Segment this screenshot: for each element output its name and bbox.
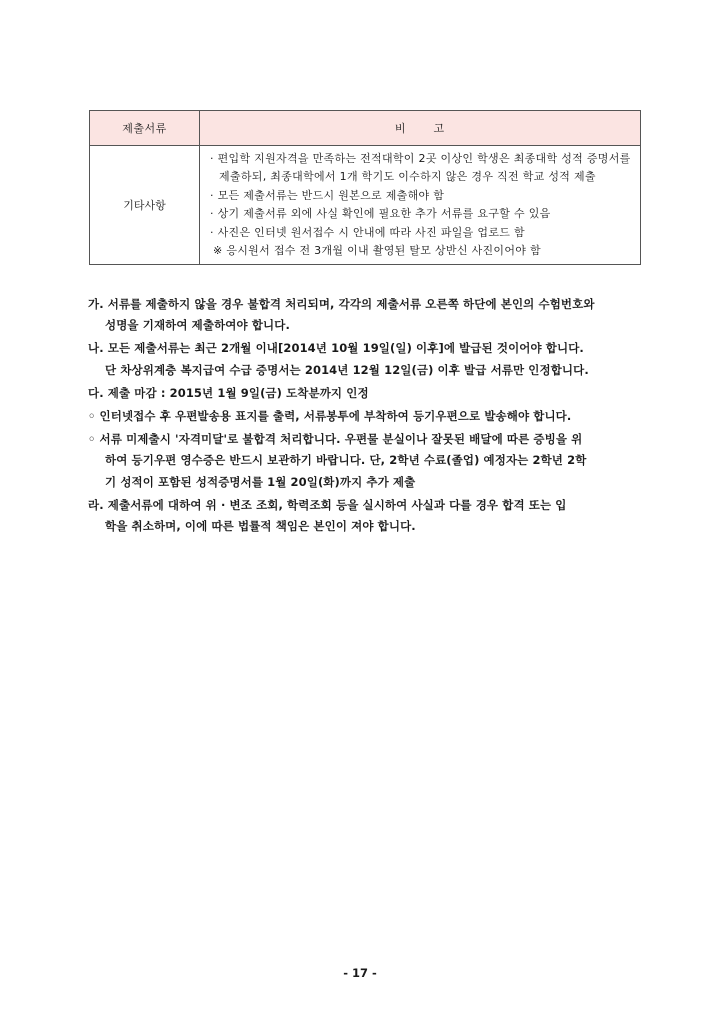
note-ra-line2: 학을 취소하며, 이에 따른 법률적 책임은 본인이 져야 합니다.	[105, 519, 416, 534]
page-number: - 17 -	[343, 966, 377, 980]
note-bullet-1: ◦ 인터넷접수 후 우편발송용 표지를 출력, 서류봉투에 부착하여 등기우편으로 발송해야 합니다.	[88, 409, 572, 424]
note-da: 다. 제출 마감 : 2015년 1월 9일(금) 도착분까지 인정	[88, 385, 369, 400]
document-requirements-table	[89, 110, 641, 265]
remark-item: · 사진은 인터넷 원서접수 시 안내에 따라 사진 파일을 업로드 함	[210, 225, 525, 239]
note-na-line2: 단 차상위계층 복지급여 수급 증명서는 2014년 12월 12일(금) 이후 발급 서류만 인정합니다.	[105, 362, 589, 377]
note-bullet-2-line2: 하여 등기우편 영수증은 반드시 보관하기 바랍니다. 단, 2학년 수료(졸업) 예정자는 2학년 2학	[105, 453, 587, 468]
row-label-other-matters: 기타사항	[90, 146, 200, 265]
note-ra-line1: 라. 제출서류에 대하여 위 · 변조 조회, 학력조회 등을 실시하여 사실과 다를 경우 합격 또는 입	[88, 497, 567, 512]
note-bullet-2-line3: 기 성적이 포함된 성적증명서를 1월 20일(화)까지 추가 제출	[105, 474, 416, 489]
photo-note: ※ 응시원서 접수 전 3개월 이내 촬영된 탈모 상반신 사진이어야 함	[213, 244, 541, 258]
note-na-line1: 나. 모든 제출서류는 최근 2개월 이내[2014년 10월 19일(일) 이후]에 발급된 것이어야 합니다.	[88, 341, 584, 356]
note-ga-line2: 성명을 기재하여 제출하여야 합니다.	[105, 318, 290, 333]
header-remarks: 비고	[200, 111, 641, 146]
header-submitted-documents: 제출서류	[90, 111, 200, 146]
remark-item: · 모든 제출서류는 반드시 원본으로 제출해야 함	[210, 188, 445, 202]
note-ga-line1: 가. 서류를 제출하지 않을 경우 불합격 처리되며, 각각의 제출서류 오른쪽 하단에 본인의 수험번호와	[88, 297, 595, 311]
table-row	[90, 146, 641, 265]
remark-item: · 편입학 지원자격을 만족하는 전적대학이 2곳 이상인 학생은 최종대학 성적 증명서를 제출하되, 최종대학에서 1개 학기도 이수하지 않은 경우 직전 학교 성적 제출	[210, 152, 631, 184]
remarks-cell	[200, 146, 641, 265]
submission-notes	[88, 294, 636, 537]
table-header-row	[90, 111, 641, 146]
remark-item: · 상기 제출서류 외에 사실 확인에 필요한 추가 서류를 요구할 수 있음	[210, 207, 551, 221]
note-bullet-2-line1: ◦ 서류 미제출시 '자격미달'로 불합격 처리합니다. 우편물 분실이나 잘못된 배달에 따른 증빙을 위	[88, 432, 583, 447]
